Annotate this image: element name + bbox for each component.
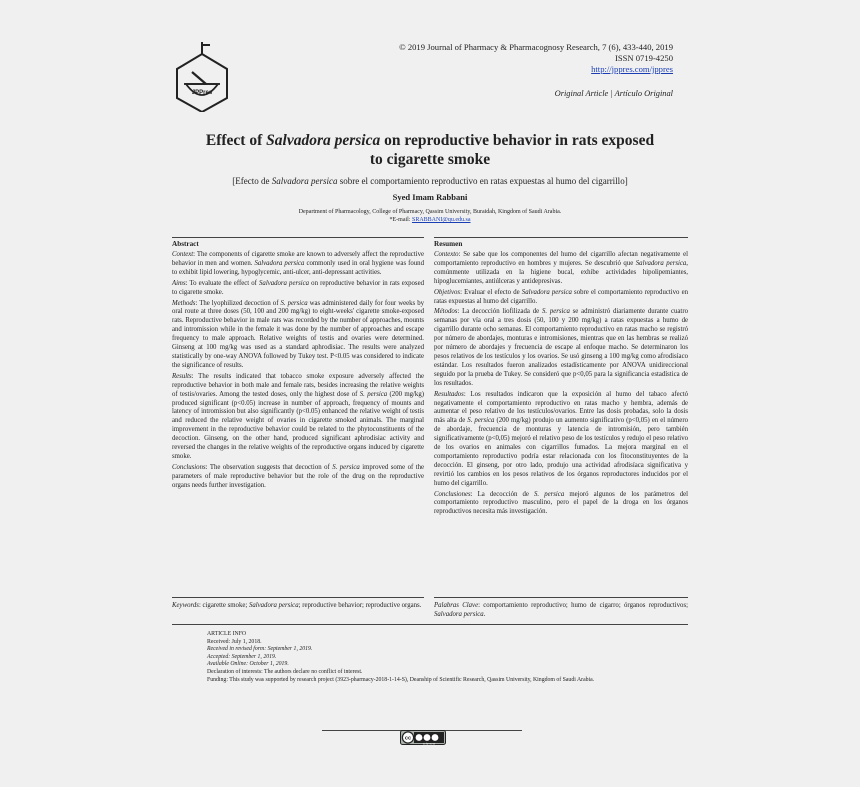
resumen-heading: Resumen — [434, 240, 463, 248]
article-info-funding: Funding: This study was supported by research project (3923-pharmacy-2018-1-14-S), Deanship of Scientific Research, Qassim University, Kingdom of Saudi Arabia. — [207, 676, 595, 683]
divider — [172, 597, 424, 598]
svg-text:cc: cc — [404, 735, 412, 742]
resumen-contexto: Contexto: Se sabe que los componentes del humo del cigarrillo afectan negativamente el comportamiento reproductivo en hombres y mujeres. Se descubrió que Salvadora persica, comúnmente utilizada en la higiene bucal, exhibe actividades hipolipemiantes, hipoglucemiantes, antiúlceras y antidepresivas. — [434, 251, 688, 285]
journal-url-link[interactable]: http://jppres.com/jppres — [591, 64, 673, 74]
journal-logo-icon — [172, 40, 230, 112]
article-info-interests: Declaration of interests: The authors declare no conflict of interest. — [207, 668, 363, 675]
resumen-conclusiones: Conclusiones: La decocción de S. persica mejoró algunos de los parámetros del comportamiento reproductivo masculino, pero el papel de la droga en los órganos reproductivos necesita más investigación. — [434, 490, 689, 516]
resumen-resultados: Resultados: Los resultados indicaron que la exposición al humo del tabaco afectó negativamente el comportamiento reproductivo en ratas macho y hembra, además de aumentar el peso relativo de los testículos/ovarios. Entre las dosis probadas, solo la dosis más alta de S. persica (200 mg/kg) produjo un aumento significativo (p<0,05) en el número de abordaje, frecuencia de monturas y latencia de intromisión, pero también significativamente (p<0,05) mejoró el relativo peso de los testículos y redujo el peso relativo de los ovarios en animales con cigarrillos fumados. La mejora marginal en el comportamiento reproductivo podría estar relacionada con los fitoconstituyentes de la decocción. El ginseng, por otro lado, produjo una actividad afrodisíaca significativa y revirtió los cambios en los pesos relativos de los órganos reproductores inducidos por el humo del cigarrillo. — [434, 390, 688, 487]
creative-commons-license-icon — [400, 730, 446, 745]
article-title: Effect of Salvadora persica on reproductive behavior in rats exposed to cigarette smoke — [205, 132, 655, 168]
author-name: Syed Imam Rabbani — [392, 192, 468, 202]
email-link[interactable]: SRABBANI@qu.edu.sa — [411, 217, 471, 223]
article-info-online: Available Online: October 1, 2019. — [207, 661, 289, 668]
keywords-english: Keywords: cigarette smoke; Salvadora persica; reproductive behavior; reproductive organs. — [172, 602, 422, 609]
svg-text:JPPres: JPPres — [191, 90, 213, 96]
divider — [434, 597, 688, 598]
abstract-spanish — [434, 251, 688, 519]
svg-text:cc by nc sa: cc by nc sa — [423, 742, 435, 745]
journal-citation: © 2019 Journal of Pharmacy & Pharmacognosy Research, 7 (6), 433-440, 2019 — [399, 42, 673, 52]
author-affiliation: Department of Pharmacology, College of Pharmacy, Qassim University, Buraidah, Kingdom of Saudi Arabia. — [298, 209, 562, 215]
author-email: *E-mail: SRABBANI@qu.edu.sa — [389, 217, 471, 223]
abstract-english — [172, 251, 424, 493]
article-info — [207, 631, 687, 684]
article-info-accepted: Accepted: September 1, 2019. — [207, 653, 277, 660]
divider — [172, 237, 424, 238]
abstract-results: Results: The results indicated that tobacco smoke exposure adversely affected the reproductive behavior in both male and female rats, besides increasing the relative weights of testis/ovaries. Among the tested doses, only the highest dose of S. persica (200 mg/kg) produced significant (p<0.05) increase in number of approach, frequency of mounts and latency of intromission but also significantly (p<0.05) enhanced the relative weight of testis and reduced the relative weight of ovaries in cigarette smoked animals. The marginal improvement in the reproductive behavior could be related to the phytoconstituents of the decoction. Ginseng, on the other hand, produced significant aphrodisiac activity and reversed the changes in the relative weights of the reproductive organs induced by cigarette smoke. — [172, 372, 424, 460]
resumen-metodos: Métodos: La decocción liofilizada de S. persica se administró diariamente durante cuatro semanas por vía oral a tres dosis (50, 100 y 200 mg/kg) a ratas expuestas a humo de cigarrillo durante ocho semanas. El comportamiento reproductivo en ratas macho se registró por número de abordajes, monturas e intromisiones, mientras que en las hembras se realizó por número de abordajes y frecuencia de escape al enfoque macho. Se determinaron los pesos relativos de los testículos y los ovarios. Se usó ginseng a 100 mg/kg como afrodisíaco estándar. Los resultados fueron analizados estadísticamente por ANOVA unidireccional seguido por la prueba de Tukey. Se consideró que p<0,05 para la significancia estadística de los resultados. — [434, 308, 688, 387]
article-type: Original Article | Artículo Original — [554, 89, 673, 98]
divider — [434, 237, 688, 238]
abstract-methods: Methods: The lyophilized decoction of S. persica was administered daily for four weeks by oral route at three doses (50, 100 and 200 mg/kg) to eight-weeks' cigarette smoke-exposed rats. Reproductive behavior in male rats was recorded by the number of approaches, mounts and intromission while in the female it was done by the number of approaches and escape frequency to male approach. Relative weights of testis and ovaries were determined. Ginseng at 100 mg/kg was used as a standard aphrodisiac. The results were analyzed statistically by one-way ANOVA followed by Tukey test. P<0.05 was considered to indicate the significance of results. — [172, 299, 424, 369]
article-info-received: Received: July 1, 2018. — [207, 638, 262, 645]
abstract-heading: Abstract — [172, 240, 199, 248]
article-subtitle-spanish: [Efecto de Salvadora persica sobre el comportamiento reproductivo en ratas expuestas al humo del cigarrillo] — [232, 176, 628, 186]
abstract-conclusions: Conclusions: The observation suggests that decoction of S. persica improved some of the parameters of male reproductive behavior but the role of the drug on the reproductive organs needs further investigation. — [172, 463, 425, 489]
divider — [172, 624, 688, 625]
abstract-aims: Aims: To evaluate the effect of Salvadora persica on reproductive behavior in rats exposed to cigarette smoke. — [172, 279, 424, 296]
article-info-heading: ARTICLE INFO — [207, 631, 247, 637]
journal-issn: ISSN 0719-4250 — [614, 53, 673, 63]
abstract-context: Context: The components of cigarette smoke are known to adversely affect the reproductive behavior in men and women. Salvadora persica commonly used in oral hygiene was found to exhibit lipid lowering, hypoglycemic, anti-ulcer, anti-depressant activities. — [172, 251, 424, 276]
keywords-spanish: Palabras Clave: comportamiento reproductivo; humo de cigarro; órganos reproductivos; Salvadora persica. — [434, 602, 688, 618]
article-info-revised: Received in revised form: September 1, 2019. — [207, 646, 313, 653]
resumen-objetivos: Objetivos: Evaluar el efecto de Salvadora persica sobre el comportamiento reproductivo en ratas expuestas al humo del cigarrillo. — [434, 288, 688, 305]
